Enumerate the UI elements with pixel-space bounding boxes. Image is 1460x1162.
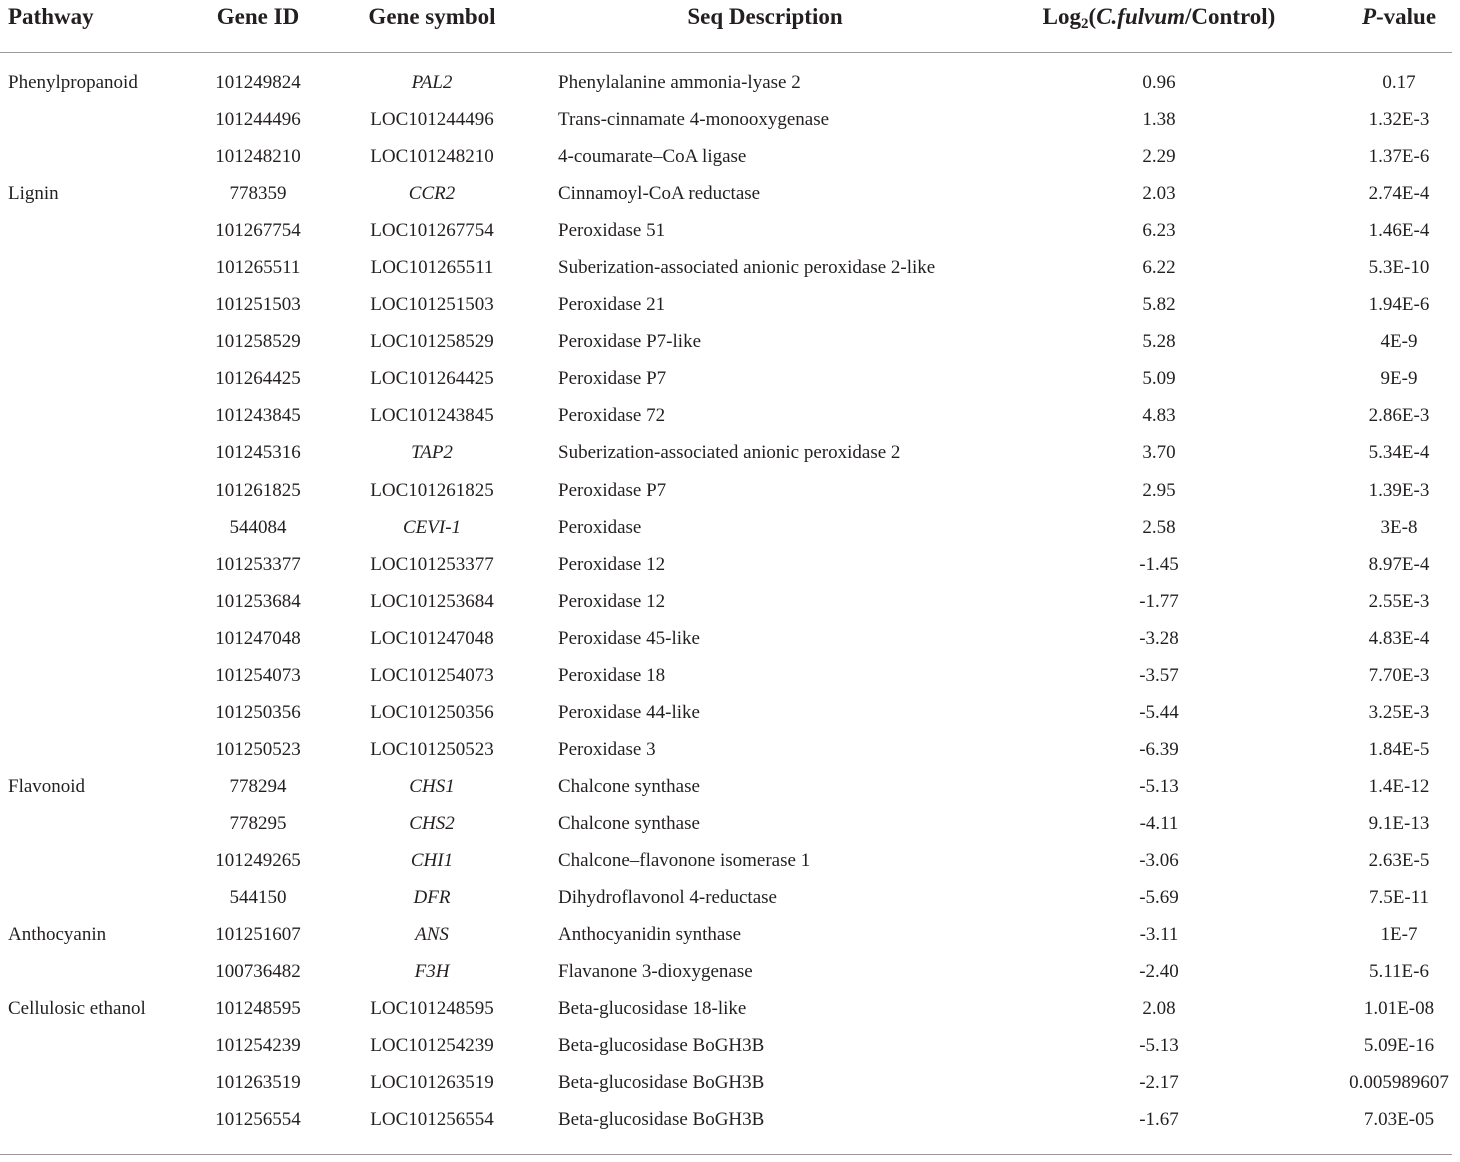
cell-p-value: 1E-7 [1380,924,1418,946]
header-p-rest: -value [1376,4,1437,29]
cell-gene-id: 101253684 [215,590,301,612]
cell-gene-symbol: LOC101256554 [370,1109,494,1131]
header-pathway: Pathway [8,4,94,29]
cell-p-value: 5.09E-16 [1363,1035,1435,1057]
cell-seq-description: Peroxidase 44-like [558,701,700,723]
cell-gene-id: 101261825 [215,479,301,501]
cell-gene-id: 101243845 [215,405,301,427]
header-log-open: ( [1088,4,1097,29]
cell-seq-description: Peroxidase 21 [558,294,666,316]
cell-gene-id: 101265511 [215,257,301,279]
cell-seq-description: Chalcone synthase [558,775,700,797]
cell-gene-id: 778294 [229,775,287,797]
cell-gene-id: 101254073 [215,664,301,686]
cell-gene-id: 101250356 [215,701,301,723]
cell-pathway: Lignin [8,183,59,205]
cell-p-value: 1.01E-08 [1363,998,1435,1020]
table-row [0,585,1460,622]
cell-p-value: 4.83E-4 [1368,627,1430,649]
cell-gene-symbol: LOC101248210 [370,146,494,168]
cell-log2-fold-change: -3.28 [1139,627,1179,649]
table-row [0,844,1460,881]
cell-gene-symbol: LOC101253684 [370,590,494,612]
cell-gene-id: 101248595 [215,998,301,1020]
cell-log2-fold-change: 2.03 [1142,183,1176,205]
cell-gene-symbol: LOC101254073 [370,664,494,686]
cell-gene-symbol: CHS1 [409,775,455,797]
cell-log2-fold-change: -1.45 [1139,553,1179,575]
cell-log2-fold-change: -6.39 [1139,738,1179,760]
cell-p-value: 0.17 [1382,72,1416,93]
cell-seq-description: Peroxidase 3 [558,738,656,760]
cell-gene-id: 100736482 [215,961,301,983]
table-row [0,770,1460,807]
cell-gene-symbol: CHS2 [409,812,455,834]
cell-seq-description: Suberization-associated anionic peroxidase 2 [558,442,901,464]
cell-gene-id: 101245316 [215,442,301,464]
cell-log2-fold-change: 0.96 [1142,72,1176,93]
cell-p-value: 2.63E-5 [1368,849,1430,871]
table-row [0,1066,1460,1103]
header-p-letter: P [1361,4,1376,29]
table-row [0,140,1460,177]
cell-gene-symbol: F3H [414,961,450,983]
cell-gene-symbol: LOC101247048 [370,627,494,649]
cell-gene-symbol: TAP2 [411,442,453,464]
header-gene-symbol: Gene symbol [368,4,496,29]
table-row [0,214,1460,251]
cell-p-value: 3.25E-3 [1368,701,1430,723]
table-row [0,1103,1460,1140]
cell-log2-fold-change: 2.08 [1142,998,1176,1020]
table-row [0,288,1460,325]
cell-gene-symbol: DFR [413,887,451,909]
table-row [0,362,1460,399]
cell-seq-description: Beta-glucosidase BoGH3B [558,1109,765,1131]
cell-gene-symbol: LOC101243845 [370,405,494,427]
header-log-species: C.fulvum [1096,4,1186,29]
cell-gene-id: 101251503 [215,294,301,316]
cell-p-value: 1.39E-3 [1368,479,1430,501]
cell-seq-description: Peroxidase P7 [558,479,667,501]
cell-seq-description: Trans-cinnamate 4-monooxygenase [558,109,830,131]
cell-pathway: Cellulosic ethanol [8,998,146,1020]
cell-gene-id: 101249824 [215,72,301,93]
table-row [0,548,1460,585]
cell-seq-description: Peroxidase 45-like [558,627,700,649]
header-seq-description: Seq Description [687,4,843,29]
cell-seq-description: Peroxidase 72 [558,405,666,427]
cell-gene-id: 101253377 [215,553,301,575]
cell-p-value: 1.32E-3 [1368,109,1430,131]
cell-log2-fold-change: -5.13 [1139,1035,1179,1057]
cell-seq-description: Beta-glucosidase 18-like [558,998,747,1020]
cell-log2-fold-change: -3.06 [1139,849,1179,871]
cell-log2-fold-change: 3.70 [1142,442,1176,464]
cell-p-value: 5.34E-4 [1368,442,1430,464]
table-row [0,696,1460,733]
cell-p-value: 2.74E-4 [1368,183,1430,205]
header-log-prefix: Log [1042,4,1082,29]
cell-gene-symbol: LOC101261825 [370,479,494,501]
table-row [0,66,1460,103]
cell-gene-symbol: LOC101253377 [370,553,494,575]
header-log-rest: /Control) [1185,4,1276,29]
cell-seq-description: Chalcone–flavonone isomerase 1 [558,849,811,871]
cell-seq-description: Peroxidase 18 [558,664,666,686]
cell-gene-symbol: LOC101250356 [370,701,494,723]
table-row [0,474,1460,511]
cell-gene-symbol: LOC101254239 [370,1035,494,1057]
cell-seq-description: Phenylalanine ammonia-lyase 2 [558,72,801,93]
cell-gene-id: 101264425 [215,368,301,390]
cell-log2-fold-change: -3.57 [1139,664,1179,686]
header-divider [0,52,1452,53]
cell-gene-symbol: LOC101248595 [370,998,494,1020]
cell-p-value: 1.94E-6 [1368,294,1430,316]
table-row [0,918,1460,955]
table-row [0,103,1460,140]
cell-log2-fold-change: -5.69 [1139,887,1179,909]
table-row [0,881,1460,918]
cell-log2-fold-change: 2.95 [1142,479,1176,501]
cell-gene-id: 101258529 [215,331,301,353]
cell-gene-id: 778295 [229,812,287,834]
cell-seq-description: Beta-glucosidase BoGH3B [558,1072,765,1094]
header-log2-fold-change [1043,4,1276,30]
cell-log2-fold-change: 6.23 [1142,220,1176,242]
cell-gene-symbol: ANS [415,924,449,946]
cell-log2-fold-change: -1.77 [1139,590,1179,612]
table-row [0,177,1460,214]
cell-gene-id: 101254239 [215,1035,301,1057]
cell-seq-description: Suberization-associated anionic peroxidase 2-like [558,257,936,279]
cell-log2-fold-change: 1.38 [1142,109,1176,131]
cell-p-value: 5.11E-6 [1369,961,1429,983]
cell-gene-symbol: CHI1 [410,849,454,871]
cell-gene-symbol: LOC101265511 [370,257,494,279]
cell-gene-symbol: LOC101250523 [370,738,494,760]
cell-p-value: 2.86E-3 [1368,405,1430,427]
cell-log2-fold-change: 4.83 [1142,405,1176,427]
cell-p-value: 9.1E-13 [1368,812,1430,834]
cell-pathway: Flavonoid [8,775,86,797]
cell-p-value: 4E-9 [1380,331,1418,353]
table-row [0,251,1460,288]
cell-gene-id: 101248210 [215,146,301,168]
cell-gene-symbol: LOC101267754 [370,220,494,242]
cell-gene-symbol: LOC101258529 [370,331,494,353]
cell-seq-description: Peroxidase [558,516,642,538]
cell-gene-symbol: LOC101264425 [370,368,494,390]
cell-p-value: 1.4E-12 [1368,775,1430,797]
cell-seq-description: Peroxidase 12 [558,553,666,575]
table-header [0,0,1460,52]
cell-gene-id: 101263519 [215,1072,301,1094]
header-gene-id: Gene ID [216,4,300,29]
cell-seq-description: Peroxidase 51 [558,220,666,242]
cell-seq-description: Dihydroflavonol 4-reductase [558,887,777,909]
cell-p-value: 7.70E-3 [1368,664,1430,686]
cell-gene-symbol: LOC101251503 [370,294,494,316]
cell-p-value: 7.5E-11 [1369,887,1429,909]
cell-pathway: Anthocyanin [8,924,107,946]
cell-p-value: 2.55E-3 [1368,590,1430,612]
cell-log2-fold-change: 5.28 [1142,331,1176,353]
cell-seq-description: Anthocyanidin synthase [558,924,742,946]
cell-gene-id: 101244496 [215,109,301,131]
table-row [0,733,1460,770]
cell-log2-fold-change: 5.82 [1142,294,1176,316]
cell-p-value: 7.03E-05 [1363,1109,1435,1131]
cell-gene-id: 101250523 [215,738,301,760]
cell-log2-fold-change: -4.11 [1139,812,1179,834]
cell-log2-fold-change: -5.44 [1139,701,1179,723]
cell-log2-fold-change: 5.09 [1142,368,1176,390]
cell-log2-fold-change: 2.58 [1142,516,1176,538]
cell-seq-description: Chalcone synthase [558,812,700,834]
cell-log2-fold-change: -3.11 [1139,924,1179,946]
table-row [0,399,1460,436]
cell-gene-id: 544150 [229,887,287,909]
cell-gene-symbol: CCR2 [408,183,456,205]
table-row [0,659,1460,696]
header-log-subscript: 2 [1081,16,1089,32]
cell-gene-id: 544084 [229,516,287,538]
cell-log2-fold-change: -2.40 [1139,961,1179,983]
cell-p-value: 8.97E-4 [1368,553,1430,575]
cell-pathway: Phenylpropanoid [8,72,138,93]
cell-p-value: 1.37E-6 [1368,146,1430,168]
cell-p-value: 1.46E-4 [1368,220,1430,242]
table-row [0,992,1460,1029]
cell-p-value: 9E-9 [1380,368,1418,390]
cell-gene-symbol: CEVI-1 [402,516,462,538]
cell-log2-fold-change: -1.67 [1139,1109,1179,1131]
cell-seq-description: Peroxidase P7 [558,368,667,390]
table-row [0,436,1460,473]
cell-log2-fold-change: 6.22 [1142,257,1176,279]
table-bottom-rule [0,1154,1452,1155]
header-p-value [1362,4,1436,30]
table-row [0,1029,1460,1066]
cell-seq-description: Cinnamoyl-CoA reductase [558,183,761,205]
cell-seq-description: Flavanone 3-dioxygenase [558,961,753,983]
cell-seq-description: Beta-glucosidase BoGH3B [558,1035,765,1057]
cell-gene-id: 101267754 [215,220,301,242]
cell-gene-id: 778359 [229,183,287,205]
cell-p-value: 1.84E-5 [1368,738,1430,760]
cell-gene-symbol: LOC101263519 [370,1072,494,1094]
cell-log2-fold-change: -2.17 [1139,1072,1179,1094]
cell-gene-id: 101247048 [215,627,301,649]
cell-gene-id: 101251607 [215,924,301,946]
cell-log2-fold-change: 2.29 [1142,146,1176,168]
cell-p-value: 0.005989607 [1349,1072,1449,1094]
cell-p-value: 3E-8 [1380,516,1418,538]
table-row [0,511,1460,548]
table-row [0,955,1460,992]
cell-log2-fold-change: -5.13 [1139,775,1179,797]
cell-gene-symbol: PAL2 [411,72,453,93]
cell-p-value: 5.3E-10 [1368,257,1430,279]
cell-gene-id: 101249265 [215,849,301,871]
cell-gene-id: 101256554 [215,1109,301,1131]
cell-seq-description: 4-coumarate–CoA ligase [558,146,747,168]
cell-gene-symbol: LOC101244496 [370,109,494,131]
table-row [0,325,1460,362]
table-row [0,807,1460,844]
table-body [0,66,1460,1140]
cell-seq-description: Peroxidase 12 [558,590,666,612]
table-row [0,622,1460,659]
cell-seq-description: Peroxidase P7-like [558,331,702,353]
